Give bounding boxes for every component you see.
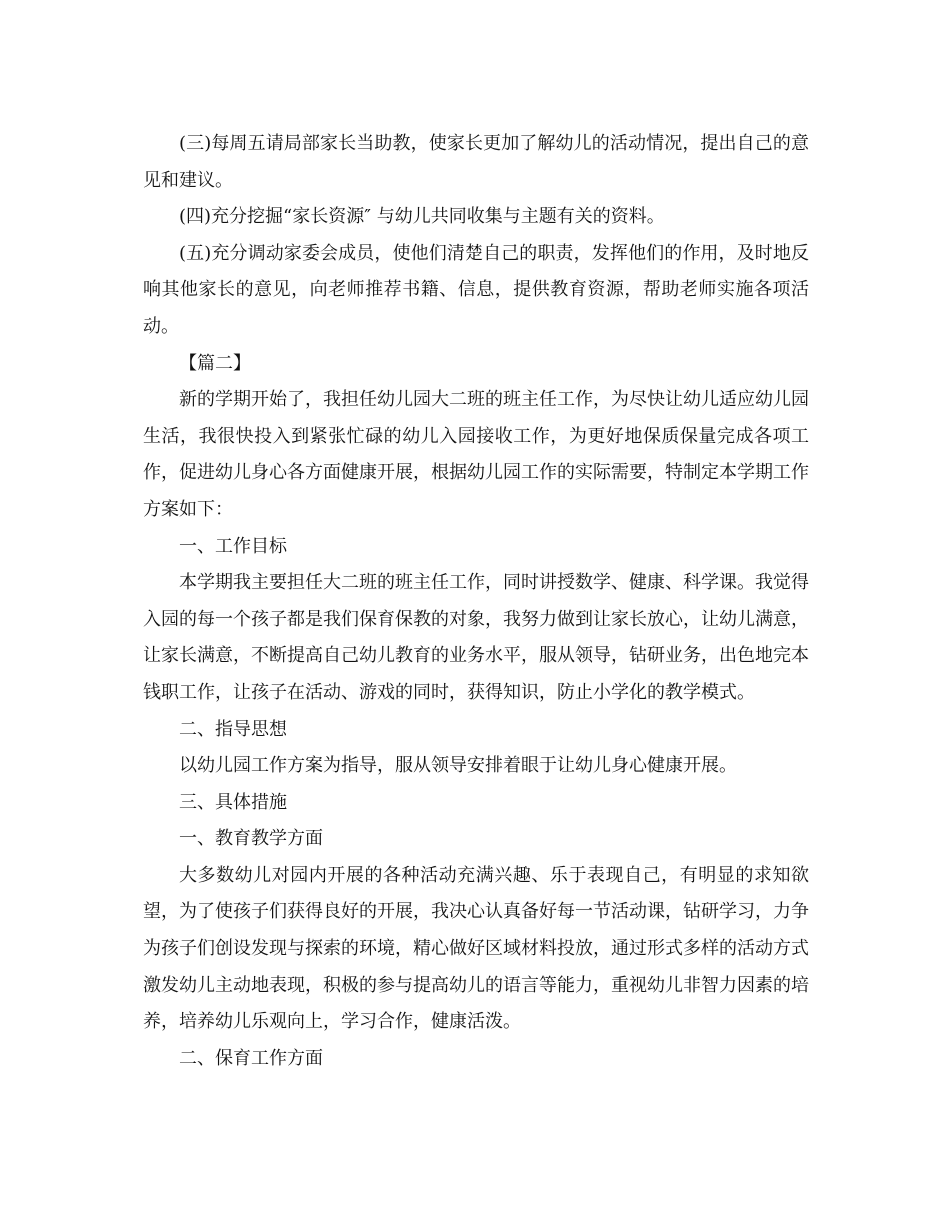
document-body xyxy=(143,126,809,1077)
paragraph-education-teaching: 大多数幼儿对园内开展的各种活动充满兴趣、乐于表现自己，有明显的求知欲望，为了使孩子们获得良好的开展，我决心认真备好每一节活动课，钻研学习，力争为孩子们创设发现与探索的环境，精心做好区域材料投放，通过形式多样的活动方式激发幼儿主动地表现，积极的参与提高幼儿的语言等能力，重视幼儿非智力因素的培养，培养幼儿乐观向上，学习合作，健康活泼。 xyxy=(143,864,809,1033)
paragraph-guiding-ideology: 以幼儿园工作方案为指导，服从领导安排着眼于让幼儿身心健康开展。 xyxy=(179,755,737,777)
heading-specific-measures: 三、具体措施 xyxy=(179,791,287,813)
paragraph-work-goals: 本学期我主要担任大二班的班主任工作，同时讲授数学、健康、科学课。我觉得入园的每一个孩子都是我们保育保教的对象，我努力做到让家长放心，让幼儿满意，让家长满意，不断提高自己幼儿教育的业务水平，服从领导，钻研业务，出色地完本钱职工作，让孩子在活动、游戏的同时，获得知识，防止小学化的教学模式。 xyxy=(143,572,809,703)
paragraph-introduction: 新的学期开始了，我担任幼儿园大二班的班主任工作，为尽快让幼儿适应幼儿园生活，我很快投入到紧张忙碌的幼儿入园接收工作，为更好地保质保量完成各项工作，促进幼儿身心各方面健康开展，根据幼儿园工作的实际需要，特制定本学期工作方案如下： xyxy=(143,389,809,520)
heading-guiding-ideology: 二、指导思想 xyxy=(179,718,287,740)
heading-childcare-work: 二、保育工作方面 xyxy=(179,1047,323,1069)
paragraph-parent-resources: (四)充分挖掘“家长资源″ 与幼儿共同收集与主题有关的资料。 xyxy=(179,206,665,228)
heading-work-goals: 一、工作目标 xyxy=(179,535,287,557)
paragraph-parent-assistant: (三)每周五请局部家长当助教，使家长更加了解幼儿的活动情况，提出自己的意见和建议。 xyxy=(143,133,809,191)
section-heading-part-two: 【篇二】 xyxy=(179,352,251,374)
heading-education-teaching: 一、教育教学方面 xyxy=(179,828,323,850)
paragraph-parent-committee: (五)充分调动家委会成员，使他们清楚自己的职责，发挥他们的作用，及时地反响其他家长的意见，向老师推荐书籍、信息，提供教育资源，帮助老师实施各项活动。 xyxy=(143,242,809,337)
